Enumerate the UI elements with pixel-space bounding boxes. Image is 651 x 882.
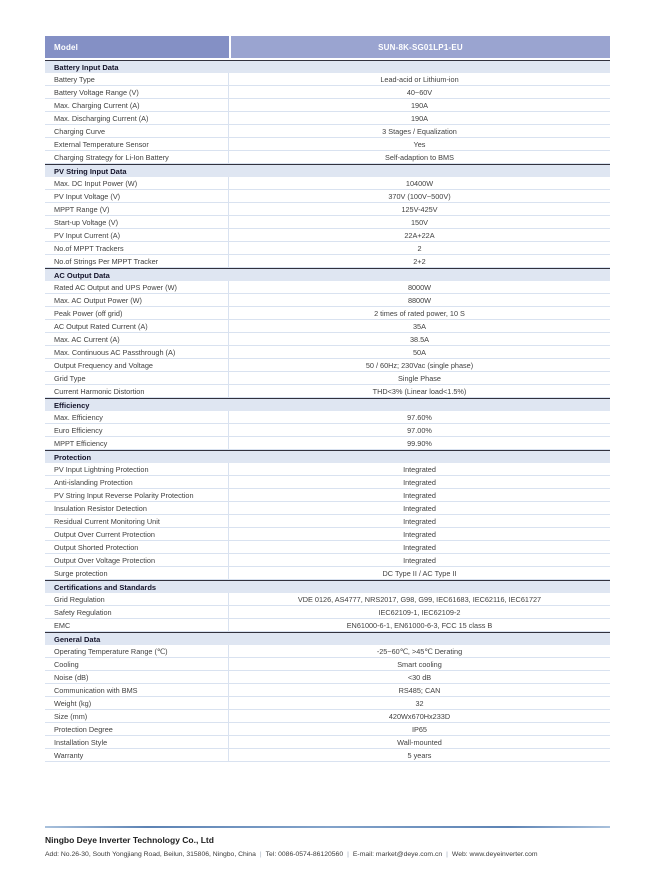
row-value: RS485; CAN — [398, 685, 441, 695]
row-label: Rated AC Output and UPS Power (W) — [45, 281, 229, 293]
row-label: Warranty — [45, 749, 229, 761]
row-value: 2+2 — [413, 256, 426, 266]
spec-row — [45, 684, 610, 697]
row-value: Self-adaption to BMS — [385, 152, 454, 162]
row-label: PV String Input Reverse Polarity Protection — [45, 489, 229, 501]
section-header: Battery Input Data — [45, 60, 610, 73]
spec-row — [45, 203, 610, 216]
row-value: EN61000-6-1, EN61000-6-3, FCC 15 class B — [346, 620, 493, 630]
model-header-value: SUN-8K-SG01LP1-EU — [231, 36, 610, 58]
spec-row — [45, 242, 610, 255]
row-label: PV Input Lightning Protection — [45, 463, 229, 475]
row-value: 420Wx670Hx233D — [388, 711, 451, 721]
row-value: IEC62109-1, IEC62109-2 — [378, 607, 461, 617]
section-header: Efficiency — [45, 398, 610, 411]
footer-address-text: Add: No.26-30, South Yongjiang Road, Beilun, 315806, Ningbo, China — [45, 851, 256, 858]
spec-row — [45, 645, 610, 658]
row-value: 190A — [410, 100, 429, 110]
row-value: Lead-acid or Lithium-ion — [380, 74, 459, 84]
spec-sheet — [45, 36, 610, 762]
footer-separator: | — [259, 851, 262, 858]
row-value: 50 / 60Hz; 230Vac (single phase) — [365, 360, 474, 370]
row-value: 190A — [410, 113, 429, 123]
model-header-label: Model — [45, 36, 229, 58]
row-value: Integrated — [403, 542, 436, 552]
row-label: PV Input Voltage (V) — [45, 190, 229, 202]
row-label: Installation Style — [45, 736, 229, 748]
row-value: 10400W — [405, 178, 434, 188]
row-value: 125V-425V — [401, 204, 438, 214]
spec-row — [45, 528, 610, 541]
spec-row — [45, 190, 610, 203]
row-label: Max. AC Output Power (W) — [45, 294, 229, 306]
row-label: Output Over Current Protection — [45, 528, 229, 540]
row-value: Integrated — [403, 490, 436, 500]
spec-row — [45, 515, 610, 528]
spec-row — [45, 619, 610, 632]
spec-row — [45, 424, 610, 437]
row-value: Single Phase — [397, 373, 441, 383]
row-value: Integrated — [403, 464, 436, 474]
row-label: EMC — [45, 619, 229, 631]
spec-row — [45, 697, 610, 710]
spec-row — [45, 658, 610, 671]
row-value: 5 years — [407, 750, 432, 760]
spec-row — [45, 736, 610, 749]
row-label: Noise (dB) — [45, 671, 229, 683]
row-label: Current Harmonic Distortion — [45, 385, 229, 397]
row-value: 35A — [413, 321, 426, 331]
row-label: Battery Voltage Range (V) — [45, 86, 229, 98]
spec-row — [45, 554, 610, 567]
footer-divider-line — [45, 826, 610, 828]
row-value: 97.00% — [407, 425, 432, 435]
section-header: AC Output Data — [45, 268, 610, 281]
row-label: Max. Continuous AC Passthrough (A) — [45, 346, 229, 358]
footer-tel-text: Tel: 0086-0574-86120560 — [265, 851, 344, 858]
row-label: Insulation Resistor Detection — [45, 502, 229, 514]
row-label: Safety Regulation — [45, 606, 229, 618]
spec-table-body — [45, 60, 610, 762]
row-value: Integrated — [403, 555, 436, 565]
row-value: 370V (100V~500V) — [388, 191, 451, 201]
row-value: 97.60% — [407, 412, 432, 422]
row-value: Integrated — [403, 529, 436, 539]
row-label: Output Over Voltage Protection — [45, 554, 229, 566]
row-value: 50A — [413, 347, 426, 357]
row-label: Operating Temperature Range (℃) — [45, 645, 229, 657]
spec-row — [45, 749, 610, 762]
row-value: 22A+22A — [404, 230, 435, 240]
spec-row — [45, 346, 610, 359]
row-label: No.of MPPT Trackers — [45, 242, 229, 254]
spec-row — [45, 372, 610, 385]
spec-row — [45, 411, 610, 424]
row-label: Communication with BMS — [45, 684, 229, 696]
row-value: 2 times of rated power, 10 S — [374, 308, 465, 318]
row-value: THD<3% (Linear load<1.5%) — [372, 386, 467, 396]
row-value: Smart cooling — [397, 659, 442, 669]
spec-row — [45, 723, 610, 736]
footer-separator: | — [347, 851, 349, 858]
row-value: VDE 0126, AS4777, NRS2017, G98, G99, IEC61683, IEC62116, IEC61727 — [297, 594, 542, 604]
footer-separator: | — [446, 851, 448, 858]
spec-row — [45, 255, 610, 268]
row-value: 32 — [415, 698, 424, 708]
row-label: Anti-islanding Protection — [45, 476, 229, 488]
row-label: Size (mm) — [45, 710, 229, 722]
spec-row — [45, 710, 610, 723]
row-label: Output Shorted Protection — [45, 541, 229, 553]
row-label: MPPT Efficiency — [45, 437, 229, 449]
spec-row — [45, 86, 610, 99]
row-label: Grid Regulation — [45, 593, 229, 605]
row-value: IP65 — [411, 724, 427, 734]
spec-row — [45, 593, 610, 606]
row-value: 3 Stages / Equalization — [382, 126, 457, 136]
row-label: Cooling — [45, 658, 229, 670]
spec-row — [45, 463, 610, 476]
row-value: 99.90% — [407, 438, 432, 448]
row-label: Max. Efficiency — [45, 411, 229, 423]
row-label: Start-up Voltage (V) — [45, 216, 229, 228]
footer-email-text: E-mail: market@deye.com.cn — [352, 851, 443, 858]
row-label: Max. Discharging Current (A) — [45, 112, 229, 124]
row-label: Battery Type — [45, 73, 229, 85]
row-label: Charging Strategy for Li-Ion Battery — [45, 151, 229, 163]
spec-row — [45, 294, 610, 307]
row-label: Residual Current Monitoring Unit — [45, 515, 229, 527]
row-value: DC Type II / AC Type II — [382, 568, 457, 578]
row-label: Max. AC Current (A) — [45, 333, 229, 345]
footer-address-line — [45, 851, 625, 858]
row-value: 40~60V — [406, 87, 433, 97]
row-value: -25~60℃, >45℃ Derating — [376, 646, 463, 656]
row-value: Integrated — [403, 516, 436, 526]
row-label: Output Frequency and Voltage — [45, 359, 229, 371]
spec-row — [45, 138, 610, 151]
row-value: Yes — [413, 139, 426, 149]
row-label: Protection Degree — [45, 723, 229, 735]
spec-row — [45, 385, 610, 398]
spec-row — [45, 333, 610, 346]
row-label: Weight (kg) — [45, 697, 229, 709]
row-value: 38.5A — [409, 334, 430, 344]
section-header: PV String Input Data — [45, 164, 610, 177]
spec-row — [45, 541, 610, 554]
spec-row — [45, 476, 610, 489]
row-label: Max. Charging Current (A) — [45, 99, 229, 111]
footer-company-name: Ningbo Deye Inverter Technology Co., Ltd — [45, 835, 214, 845]
row-label: MPPT Range (V) — [45, 203, 229, 215]
spec-row — [45, 73, 610, 86]
row-label: External Temperature Sensor — [45, 138, 229, 150]
section-header: General Data — [45, 632, 610, 645]
row-value: 8000W — [407, 282, 432, 292]
row-label: Max. DC Input Power (W) — [45, 177, 229, 189]
spec-row — [45, 229, 610, 242]
spec-row — [45, 307, 610, 320]
spec-row — [45, 177, 610, 190]
row-value: 2 — [417, 243, 422, 253]
row-label: Surge protection — [45, 567, 229, 579]
row-label: PV Input Current (A) — [45, 229, 229, 241]
row-label: No.of Strings Per MPPT Tracker — [45, 255, 229, 267]
row-value: 8800W — [407, 295, 432, 305]
spec-row — [45, 502, 610, 515]
spec-row — [45, 216, 610, 229]
spec-row — [45, 125, 610, 138]
spec-row — [45, 112, 610, 125]
spec-row — [45, 151, 610, 164]
row-label: Peak Power (off grid) — [45, 307, 229, 319]
spec-row — [45, 320, 610, 333]
section-header: Protection — [45, 450, 610, 463]
row-value: <30 dB — [407, 672, 432, 682]
row-value: Integrated — [403, 477, 436, 487]
row-value: Wall-mounted — [397, 737, 442, 747]
spec-row — [45, 281, 610, 294]
row-label: Grid Type — [45, 372, 229, 384]
section-header: Certifications and Standards — [45, 580, 610, 593]
spec-row — [45, 359, 610, 372]
spec-row — [45, 489, 610, 502]
spec-row — [45, 671, 610, 684]
row-label: Euro Efficiency — [45, 424, 229, 436]
row-value: Integrated — [403, 503, 436, 513]
footer-web-text: Web: www.deyeinverter.com — [451, 851, 538, 858]
spec-row — [45, 606, 610, 619]
spec-row — [45, 437, 610, 450]
row-value: 150V — [410, 217, 429, 227]
row-label: Charging Curve — [45, 125, 229, 137]
row-label: AC Output Rated Current (A) — [45, 320, 229, 332]
spec-row — [45, 99, 610, 112]
spec-row — [45, 567, 610, 580]
model-header-row — [45, 36, 610, 58]
